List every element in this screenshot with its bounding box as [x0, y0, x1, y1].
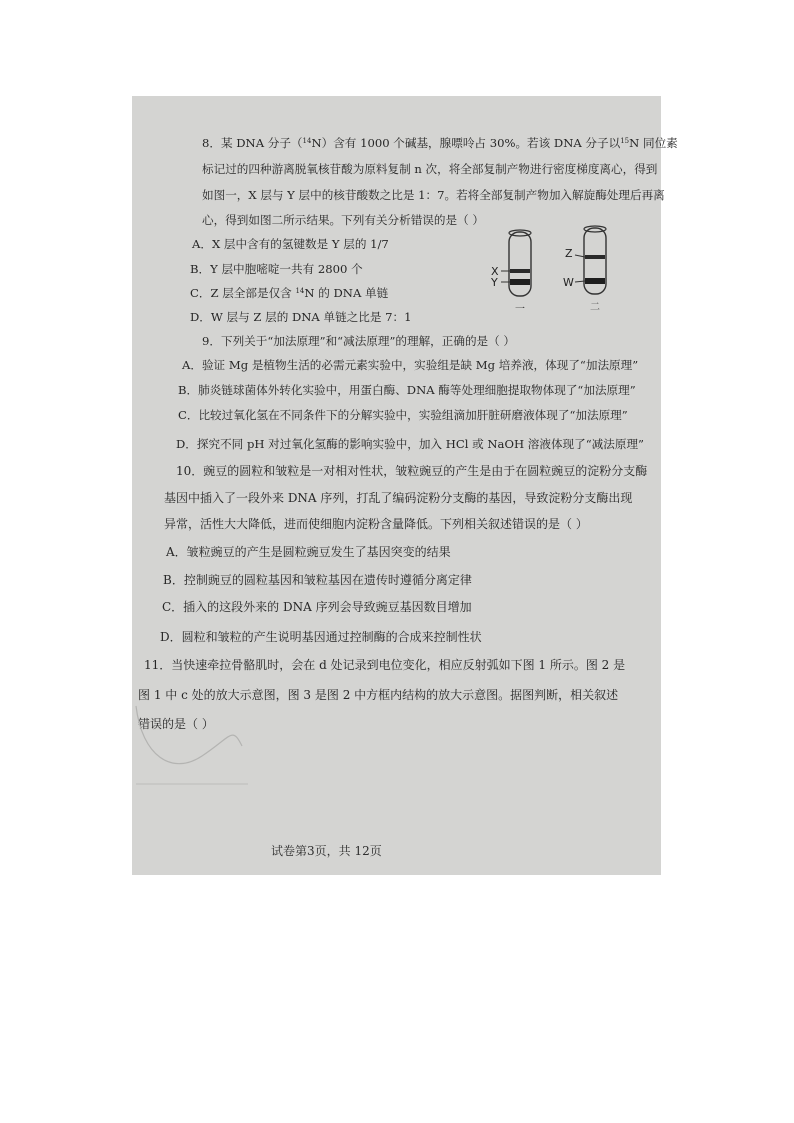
q10-stem-line-1: 10．豌豆的圆粒和皱粒是一对相对性状，皱粒豌豆的产生是由于在圆粒豌豆的淀粉分支酶: [176, 464, 648, 478]
q9-option-b: B．肺炎链球菌体外转化实验中，用蛋白酶、DNA 酶等处理细胞提取物体现了“加法原理”: [178, 383, 636, 397]
q8-stem-line-4: 心，得到如图二所示结果。下列有关分析错误的是（ ）: [202, 213, 484, 227]
label-w: W: [563, 276, 574, 289]
q9-option-c: C．比较过氧化氢在不同条件下的分解实验中，实验组滴加肝脏研磨液体现了“加法原理”: [178, 408, 628, 422]
q8-stem-line-3: 如图一，X 层与 Y 层中的核苷酸数之比是 1：7。若将全部复制产物加入解旋酶处理后再离: [202, 188, 665, 202]
q9-option-d: D．探究不同 pH 对过氧化氢酶的影响实验中，加入 HCl 或 NaOH 溶液体现了“减法原理”: [176, 437, 644, 451]
q10-option-c: C．插入的这段外来的 DNA 序列会导致豌豆基因数目增加: [162, 600, 472, 614]
q10-option-b: B．控制豌豆的圆粒基因和皱粒基因在遗传时遵循分离定律: [163, 573, 472, 587]
q10-option-d: D．圆粒和皱粒的产生说明基因通过控制酶的合成来控制性状: [160, 630, 482, 644]
q8-stem-line-1: 8．某 DNA 分子（$^{14}$N）含有 1000 个碱基，腺嘌呤占 30%。若该 DNA 分子以$^{15}$N 同位素: [202, 136, 678, 150]
q8-option-a: A．X 层中含有的氢键数是 Y 层的 1/7: [192, 237, 389, 251]
q11-stem-line-3: 错误的是（ ）: [138, 717, 214, 731]
label-fig-two: 二: [590, 302, 600, 313]
centrifuge-tubes-figure: [487, 224, 617, 324]
bleed-through-graphic: [132, 696, 252, 796]
label-x: X: [491, 265, 499, 278]
label-z: Z: [565, 247, 573, 260]
q8-option-d: D．W 层与 Z 层的 DNA 单链之比是 7：1: [190, 310, 412, 324]
tube-figure-two: [584, 226, 606, 294]
page-footer: 试卷第3页，共 12页: [271, 844, 382, 858]
q9-option-a: A．验证 Mg 是植物生活的必需元素实验中，实验组是缺 Mg 培养液，体现了“加法原理”: [182, 358, 639, 372]
scanned-page-photo: [132, 96, 678, 875]
q8-option-b: B．Y 层中胞嘧啶一共有 2800 个: [190, 262, 363, 276]
tube-figure-one: [509, 230, 531, 296]
q8-option-c: C．Z 层全部是仅含 $^{14}$N 的 DNA 单链: [190, 286, 389, 300]
q10-option-a: A．皱粒豌豆的产生是圆粒豌豆发生了基因突变的结果: [166, 545, 451, 559]
q10-stem-line-3: 异常，活性大大降低，进而使细胞内淀粉含量降低。下列相关叙述错误的是（ ）: [164, 517, 588, 531]
q8-stem-line-2: 标记过的四种游离脱氧核苷酸为原料复制 n 次，将全部复制产物进行密度梯度离心，得到: [202, 162, 658, 176]
q11-stem-line-2: 图 1 中 c 处的放大示意图，图 3 是图 2 中方框内结构的放大示意图。据图判断，相关叙述: [138, 688, 619, 702]
q9-stem: 9．下列关于“加法原理”和“减法原理”的理解，正确的是（ ）: [202, 334, 516, 348]
q11-stem-line-1: 11．当快速牵拉骨骼肌时，会在 d 处记录到电位变化，相应反射弧如下图 1 所示。图 2 是: [144, 658, 626, 672]
q10-stem-line-2: 基因中插入了一段外来 DNA 序列，打乱了编码淀粉分支酶的基因，导致淀粉分支酶出现: [164, 491, 633, 505]
label-y: Y: [491, 276, 498, 289]
label-fig-one: 一: [515, 304, 525, 315]
